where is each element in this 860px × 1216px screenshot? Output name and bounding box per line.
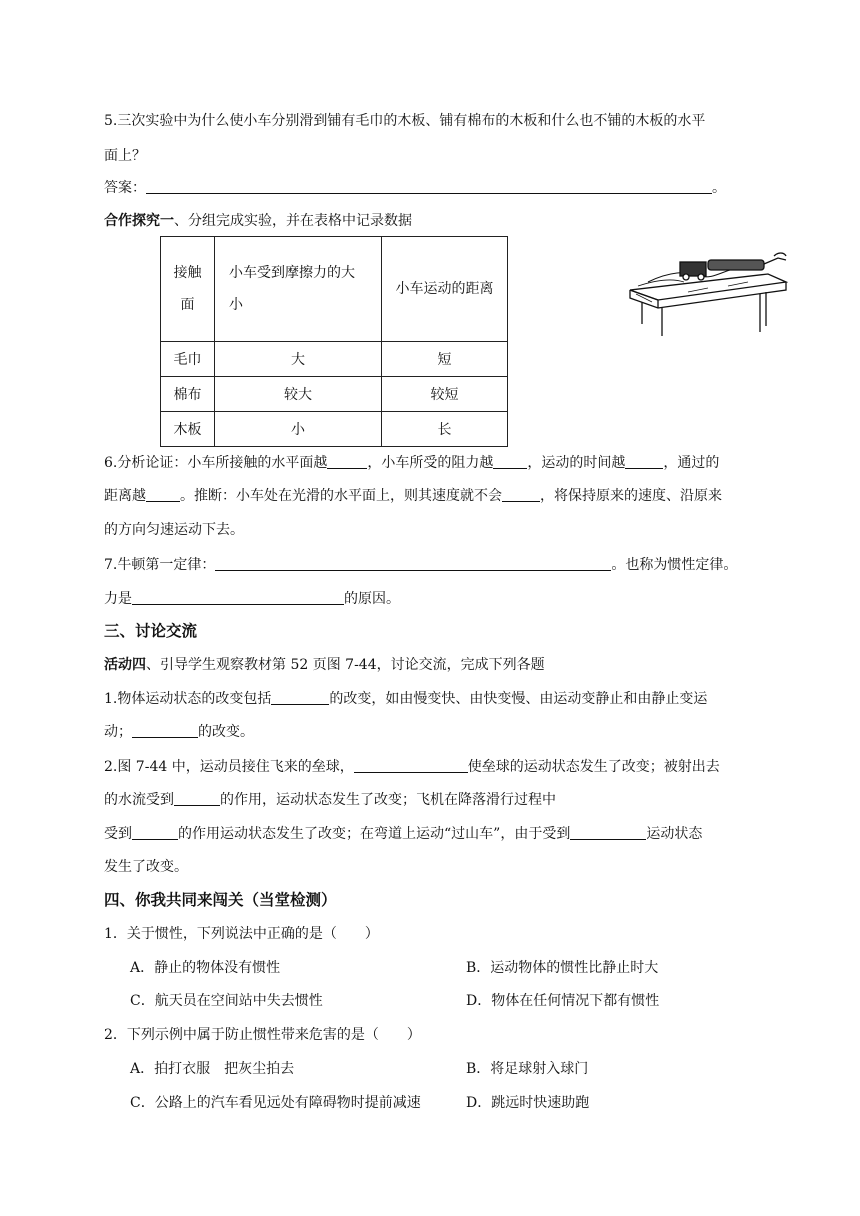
mc2-option-b[interactable]: B．将足球射入球门 bbox=[466, 1061, 589, 1077]
coop-heading bbox=[104, 211, 412, 231]
fill-blank[interactable] bbox=[132, 723, 198, 738]
section4-title: 四、你我共同来闯关（当堂检测） bbox=[104, 890, 337, 909]
discussion-q2-line1: 2.图 7-44 中，运动员接住飞来的垒球， 使垒球的运动状态发生了改变；被射出去 bbox=[104, 759, 720, 775]
discussion-q1-line2: 动； 的改变。 bbox=[104, 724, 254, 740]
activity4-heading: 活动四、引导学生观察教材第 52 页图 7-44，讨论交流，完成下列各题 bbox=[104, 657, 545, 673]
coop-title: 合作探究一 bbox=[104, 213, 174, 229]
mc2-option-c[interactable]: C．公路上的汽车看见远处有障碍物时提前减速 bbox=[130, 1095, 421, 1111]
discussion-q2-line2: 的水流受到 的作用，运动状态发生了改变；飞机在降落滑行过程中 bbox=[104, 792, 556, 808]
fill-blank[interactable] bbox=[354, 758, 468, 773]
discussion-q2-line3: 受到 的作用运动状态发生了改变；在弯道上运动“过山车”，由于受到 运动状态 bbox=[104, 826, 703, 842]
mc2-option-d[interactable]: D．跳远时快速助跑 bbox=[466, 1095, 590, 1111]
fill-blank[interactable] bbox=[215, 556, 611, 571]
table-row bbox=[161, 377, 508, 412]
mc1-option-a[interactable]: A．静止的物体没有惯性 bbox=[130, 960, 281, 976]
answer-label: 答案： bbox=[104, 180, 146, 196]
q6-line3: 的方向匀速运动下去。 bbox=[104, 522, 244, 538]
fill-blank[interactable] bbox=[625, 454, 663, 469]
mc1-option-c[interactable]: C．航天员在空间站中失去惯性 bbox=[130, 993, 323, 1009]
fill-blank[interactable] bbox=[146, 487, 180, 502]
mc1-option-d[interactable]: D．物体在任何情况下都有惯性 bbox=[466, 993, 660, 1009]
q7-line2: 力是 的原因。 bbox=[104, 591, 400, 607]
fill-blank[interactable] bbox=[493, 454, 527, 469]
q5-line1: 5.三次实验中为什么使小车分别滑到铺有毛巾的木板、铺有棉布的木板和什么也不铺的木板的水平 bbox=[104, 113, 706, 129]
table-cell: 长 bbox=[382, 412, 508, 447]
table-cell: 较短 bbox=[382, 377, 508, 412]
table-cell: 木板 bbox=[161, 412, 215, 447]
discussion-q2-line4: 发生了改变。 bbox=[104, 859, 188, 875]
table-cell: 毛巾 bbox=[161, 342, 215, 377]
q7-line1: 7.牛顿第一定律： 。也称为惯性定律。 bbox=[104, 557, 738, 573]
experiment-table bbox=[160, 236, 508, 447]
table-header-row bbox=[161, 237, 508, 342]
mc1-option-b[interactable]: B．运动物体的惯性比静止时大 bbox=[466, 960, 659, 976]
coop-text: 、分组完成实验，并在表格中记录数据 bbox=[174, 213, 412, 229]
section3-title: 三、讨论交流 bbox=[104, 621, 198, 640]
table-cell: 棉布 bbox=[161, 377, 215, 412]
table-cell: 短 bbox=[382, 342, 508, 377]
mc2-stem: 2．下列示例中属于防止惯性带来危害的是（ ） bbox=[104, 1027, 421, 1043]
header-cell: 小车运动的距离 bbox=[382, 237, 508, 342]
fill-blank[interactable] bbox=[132, 825, 178, 840]
q6-line1: 6.分析论证：小车所接触的水平面越 ，小车所受的阻力越 ，运动的时间越 ，通过的 bbox=[104, 455, 720, 471]
table-row bbox=[161, 412, 508, 447]
answer-end: 。 bbox=[712, 180, 726, 196]
answer-blank[interactable] bbox=[146, 179, 712, 194]
fill-blank[interactable] bbox=[132, 590, 344, 605]
discussion-q1-line1: 1.物体运动状态的改变包括 的改变，如由慢变快、由快变慢、由运动变静止和由静止变运 bbox=[104, 691, 708, 707]
fill-blank[interactable] bbox=[570, 825, 646, 840]
q5-answer bbox=[104, 178, 726, 198]
header-cell: 小车受到摩擦力的大小 bbox=[215, 237, 382, 342]
mc2-option-a[interactable]: A．拍打衣服 把灰尘拍去 bbox=[130, 1061, 295, 1077]
fill-blank[interactable] bbox=[174, 791, 220, 806]
table-row bbox=[161, 342, 508, 377]
q6-line2: 距离越 。推断：小车处在光滑的水平面上，则其速度就不会 ，将保持原来的速度、沿原来 bbox=[104, 488, 722, 504]
cart-experiment-illustration bbox=[628, 246, 788, 338]
mc1-stem: 1．关于惯性，下列说法中正确的是（ ） bbox=[104, 926, 379, 942]
header-cell: 接触面 bbox=[161, 237, 215, 342]
q5-line2: 面上？ bbox=[104, 148, 146, 164]
table-cell: 大 bbox=[215, 342, 382, 377]
table-cell: 小 bbox=[215, 412, 382, 447]
fill-blank[interactable] bbox=[327, 454, 367, 469]
fill-blank[interactable] bbox=[271, 690, 329, 705]
fill-blank[interactable] bbox=[502, 487, 540, 502]
table-cell: 较大 bbox=[215, 377, 382, 412]
